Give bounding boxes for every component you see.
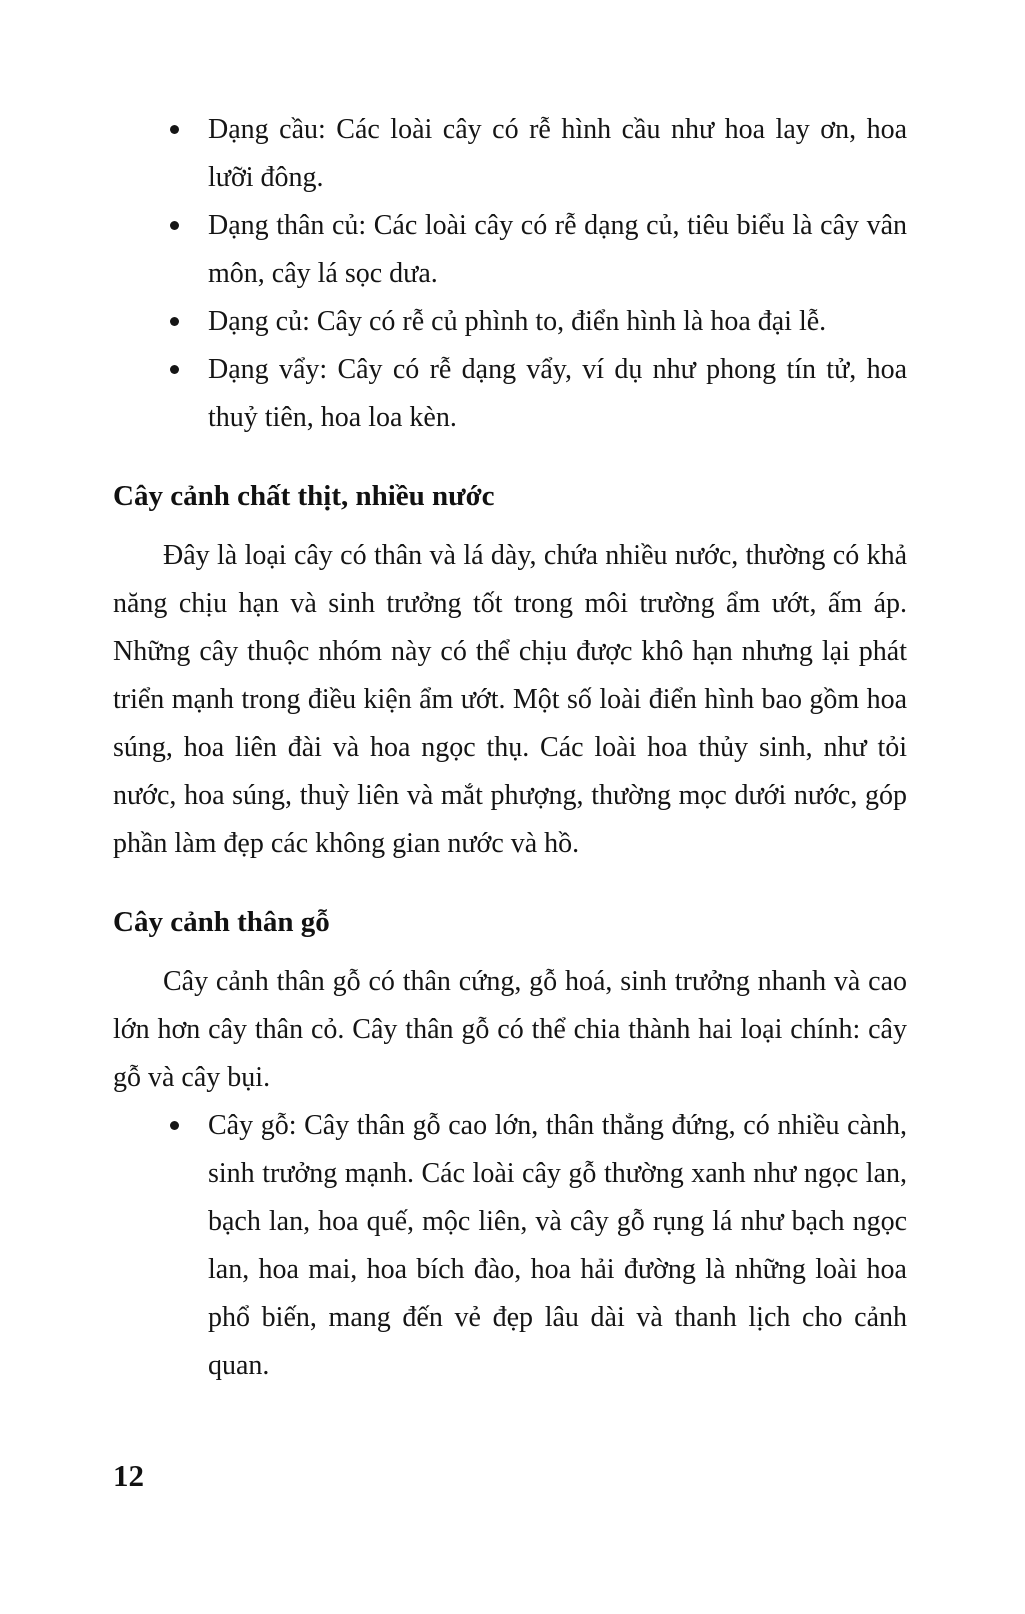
root-shape-bullet-list — [113, 106, 907, 442]
page-number: 12 — [113, 1458, 144, 1493]
section-heading-fleshy-plants: Cây cảnh chất thịt, nhiều nước — [113, 480, 495, 512]
bullet-icon — [170, 221, 179, 230]
list-item — [113, 298, 907, 346]
section-heading-woody-plants: Cây cảnh thân gỗ — [113, 906, 330, 938]
bullet-icon — [170, 125, 179, 134]
list-item-text: Dạng cầu: Các loài cây có rễ hình cầu như hoa lay ơn, hoa lưỡi đông. — [208, 114, 907, 193]
list-item-text: Dạng củ: Cây có rễ củ phình to, điển hình là hoa đại lễ. — [208, 306, 827, 337]
list-item-text: Dạng vẩy: Cây có rễ dạng vẩy, ví dụ như phong tín tử, hoa thuỷ tiên, hoa loa kèn. — [208, 354, 907, 433]
bullet-icon — [170, 317, 179, 326]
list-item-text: Dạng thân củ: Các loài cây có rễ dạng củ, tiêu biểu là cây vân môn, cây lá sọc dưa. — [208, 210, 907, 289]
list-item — [113, 346, 907, 442]
list-item — [113, 202, 907, 298]
bullet-icon — [170, 365, 179, 374]
list-item-text: Cây gỗ: Cây thân gỗ cao lớn, thân thẳng đứng, có nhiều cành, sinh trưởng mạnh. Các loài cây gỗ thường xanh như ngọc lan, bạch lan, hoa quế, mộc liên, và cây gỗ rụng lá như bạch ngọc lan, hoa mai, hoa bích đào, hoa hải đường là những loài hoa phổ biến, mang đến vẻ đẹp lâu dài và thanh lịch cho cảnh quan. — [208, 1110, 907, 1381]
page-content — [113, 106, 907, 1390]
section-paragraph-fleshy-plants: Đây là loại cây có thân và lá dày, chứa nhiều nước, thường có khả năng chịu hạn và sinh trưởng tốt trong môi trường ẩm ướt, ấm áp. Những cây thuộc nhóm này có thể chịu được khô hạn nhưng lại phát triển mạnh trong điều kiện ẩm ướt. Một số loài điển hình bao gồm hoa súng, hoa liên đài và hoa ngọc thụ. Các loài hoa thủy sinh, như tỏi nước, hoa súng, thuỳ liên và mắt phượng, thường mọc dưới nước, góp phần làm đẹp các không gian nước và hồ. — [113, 540, 907, 859]
bullet-icon — [170, 1121, 179, 1130]
list-item — [113, 1102, 907, 1390]
list-item — [113, 106, 907, 202]
section-paragraph-woody-plants: Cây cảnh thân gỗ có thân cứng, gỗ hoá, sinh trưởng nhanh và cao lớn hơn cây thân cỏ. Cây thân gỗ có thể chia thành hai loại chính: cây gỗ và cây bụi. — [113, 966, 907, 1093]
woody-type-bullet-list — [113, 1102, 907, 1390]
